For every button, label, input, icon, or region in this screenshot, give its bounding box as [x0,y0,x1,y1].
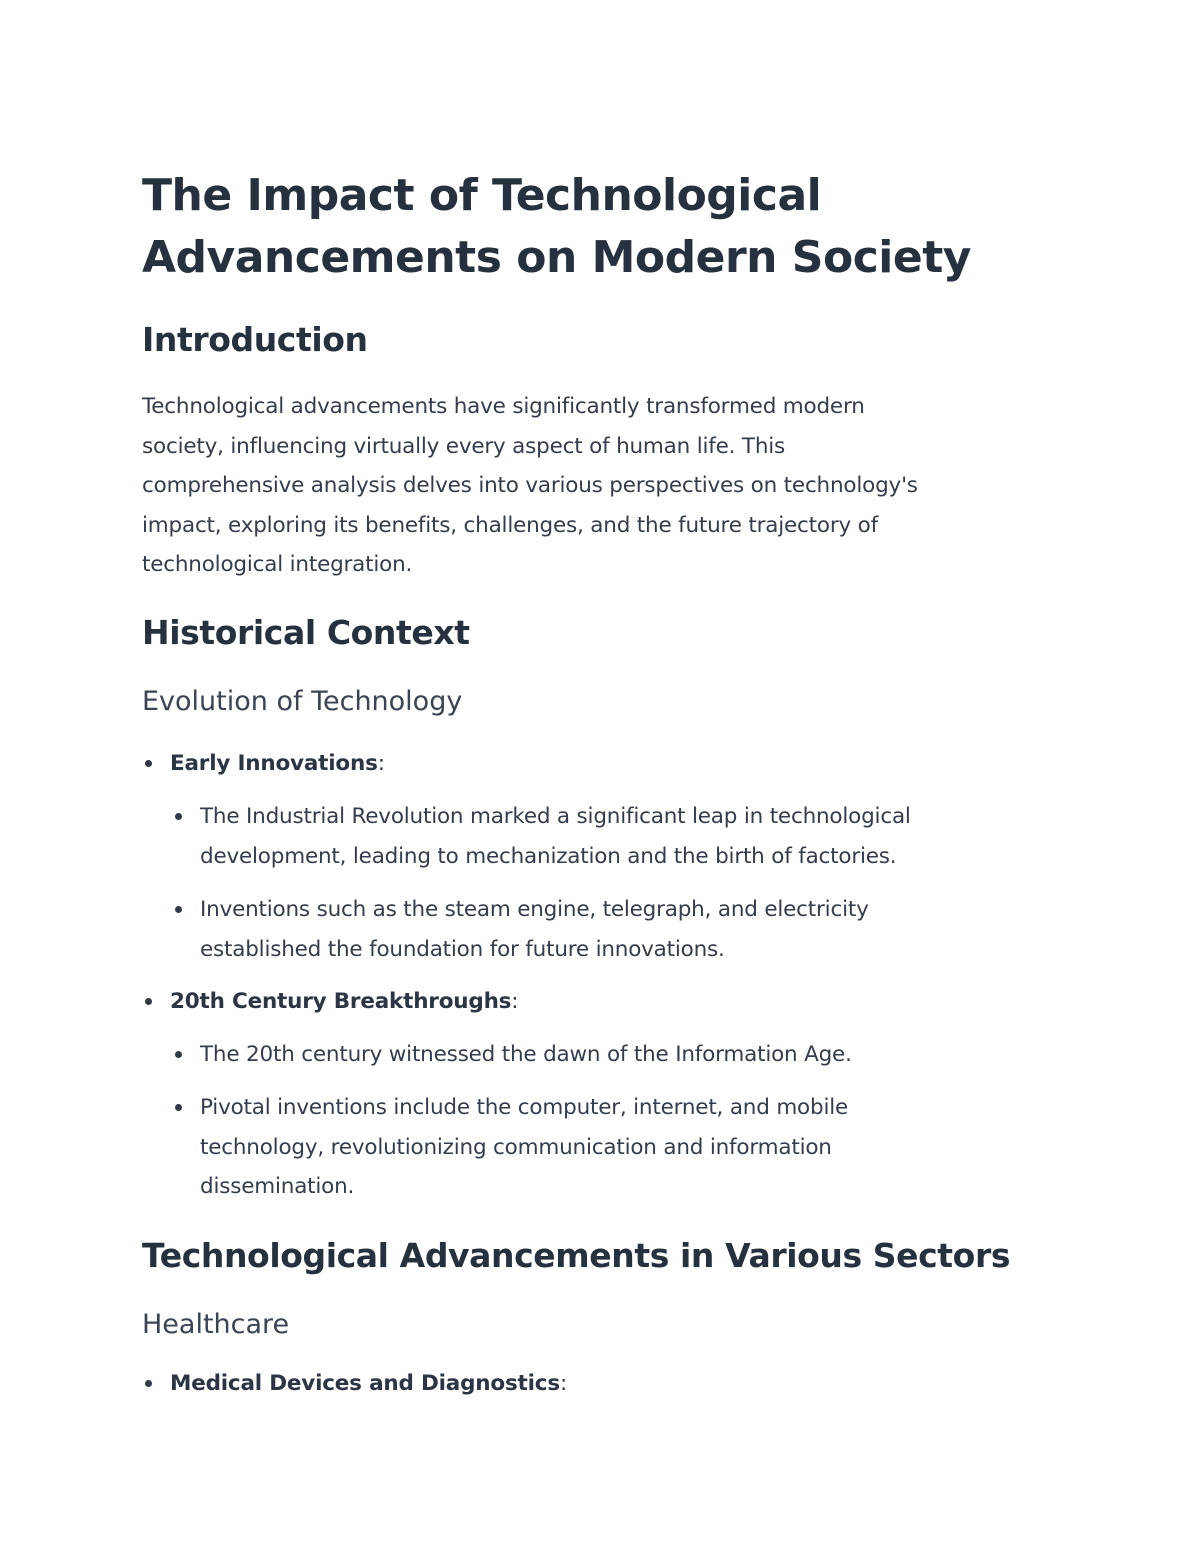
sub-list-item-line: Pivotal inventions include the computer, internet, and mobile [200,1095,849,1120]
bullet-icon [175,906,182,913]
list-item-label: 20th Century Breakthroughs [170,989,512,1014]
introduction-paragraph [142,387,1052,585]
list-item-label: Medical Devices and Diagnostics [170,1371,560,1396]
introduction-line-4: impact, exploring its benefits, challenges, and the future trajectory of [142,512,878,538]
bullet-icon [145,1380,152,1387]
title-line-1: The Impact of Technological [142,170,822,221]
sub-list-item [200,890,869,969]
document-title [142,165,971,289]
sub-list-item [200,1088,848,1207]
sub-list-item [200,1035,852,1075]
introduction-line-5: technological integration. [142,552,413,577]
bullet-icon [145,760,152,767]
historical-context-heading: Historical Context [142,613,470,652]
sectors-heading: Technological Advancements in Various Sectors [142,1236,1011,1275]
list-item-early-innovations [170,744,385,784]
sub-list-item-line: development, leading to mechanization and the birth of factories. [200,843,897,869]
introduction-line-1: Technological advancements have significantly transformed modern [142,394,865,419]
title-line-2: Advancements on Modern Society [142,232,971,283]
sub-list-item-line: Inventions such as the steam engine, telegraph, and electricity [200,897,869,922]
sub-list-item [200,797,911,876]
sub-list-item-line: established the foundation for future innovations. [200,936,725,962]
evolution-subheading: Evolution of Technology [142,686,463,717]
sub-list-item-line: The Industrial Revolution marked a significant leap in technological [200,804,911,829]
sub-list-item-line: The 20th century witnessed the dawn of the Information Age. [200,1042,852,1067]
introduction-line-3: comprehensive analysis delves into various perspectives on technology's [142,473,918,498]
introduction-line-2: society, influencing virtually every aspect of human life. This [142,433,786,459]
healthcare-subheading: Healthcare [142,1309,290,1340]
bullet-icon [145,998,152,1005]
bullet-icon [175,813,182,820]
list-item-medical-devices [170,1364,567,1404]
sub-list-item-line: technology, revolutionizing communication and information [200,1134,832,1160]
list-item-colon: : [377,751,385,776]
list-item-20th-century [170,982,518,1022]
list-item-colon: : [559,1371,567,1396]
bullet-icon [175,1051,182,1058]
list-item-colon: : [511,989,519,1014]
list-item-label: Early Innovations [170,751,378,776]
introduction-heading: Introduction [142,320,368,359]
sub-list-item-line: dissemination. [200,1174,355,1199]
bullet-icon [175,1104,182,1111]
